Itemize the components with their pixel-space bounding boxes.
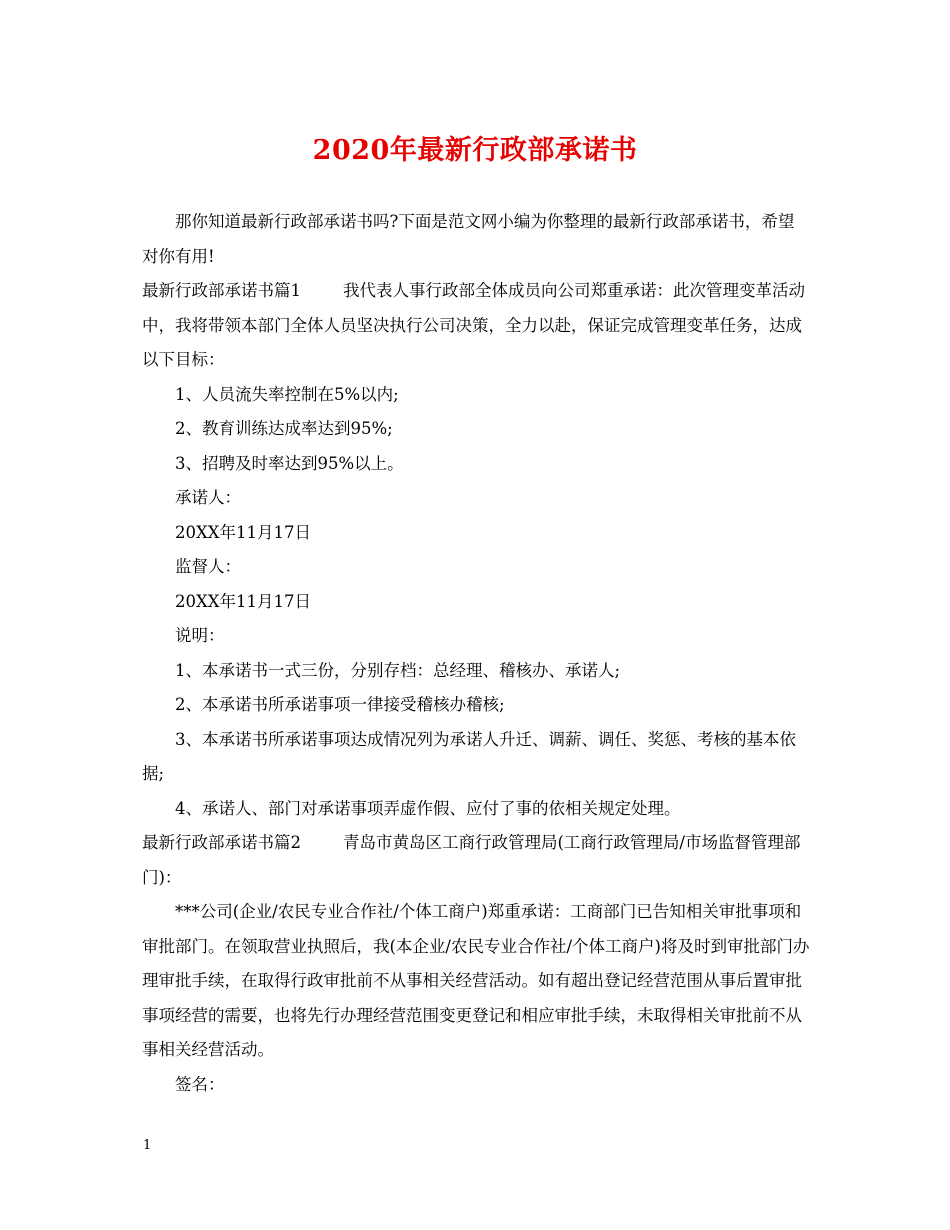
supervisor-label: 监督人： xyxy=(175,557,241,576)
document-title: 2020年最新行政部承诺书 xyxy=(312,135,638,166)
supervisor-date: 20XX年11月17日 xyxy=(175,591,311,611)
promisor-date: 20XX年11月17日 xyxy=(175,522,311,542)
promisor-label: 承诺人： xyxy=(175,488,241,507)
note-item: 4、承诺人、部门对承诺事项弄虚作假、应付了事的依相关规定处理。 xyxy=(175,798,681,818)
document-body xyxy=(142,205,810,1102)
section2-heading: 最新行政部承诺书篇2 xyxy=(142,833,301,852)
note-item: 2、本承诺书所承诺事项一律接受稽核办稽核; xyxy=(175,695,505,714)
section1-opening: 我代表人事行政部全体成员向公司郑重承诺：此次管理变革活动中，我将带领本部门全体人员坚决执行公司决策，全力以赴，保证完成管理变革任务，达成以下目标： xyxy=(142,281,805,369)
page-number: 1 xyxy=(143,1138,152,1153)
intro-paragraph: 那你知道最新行政部承诺书吗?下面是范文网小编为你整理的最新行政部承诺书，希望对你有用! xyxy=(142,212,795,266)
section2-opening: 青岛市黄岛区工商行政管理局(工商行政管理局/市场监督管理部门)： xyxy=(142,833,801,887)
goal-item: 3、招聘及时率达到95%以上。 xyxy=(175,453,404,473)
section1-heading: 最新行政部承诺书篇1 xyxy=(142,281,301,300)
notes-label: 说明： xyxy=(175,626,225,645)
signature-label: 签名： xyxy=(175,1074,225,1094)
note-item: 3、本承诺书所承诺事项达成情况列为承诺人升迁、调薪、调任、奖惩、考核的基本依据; xyxy=(142,729,796,783)
goal-item: 2、教育训练达成率达到95%; xyxy=(175,419,393,438)
note-item: 1、本承诺书一式三份，分别存档：总经理、稽核办、承诺人; xyxy=(175,660,621,680)
section1-paragraph xyxy=(142,274,810,378)
goal-item: 1、人员流失率控制在5%以内; xyxy=(175,384,399,404)
section2-body: ***公司(企业/农民专业合作社/个体工商户)郑重承诺：工商部门已告知相关审批事项和审批部门。在领取营业执照后，我(本企业/农民专业合作社/个体工商户)将及时到审批部门办理审批手续，在取得行政审批前不从事相关经营活动。如有超出登记经营范围从事后置审批事项经营的需要，也将先行办理经营范围变更登记和相应审批手续，未取得相关审批前不从事相关经营活动。 xyxy=(142,902,810,1059)
section2-paragraph xyxy=(142,826,810,895)
